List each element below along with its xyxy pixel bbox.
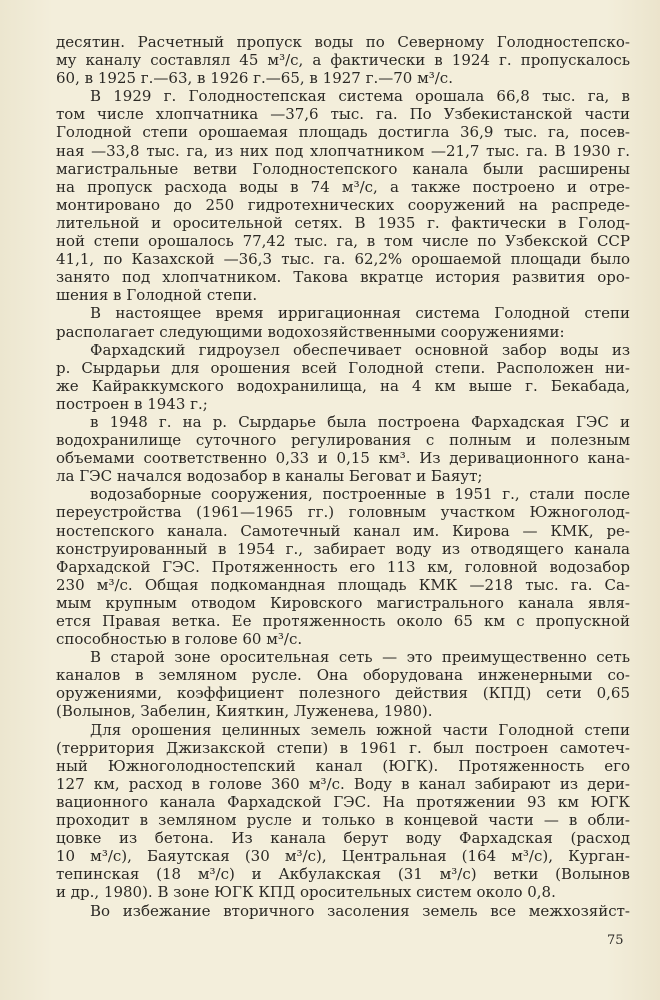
text-line: располагает следующими водохозяйственными сооружениями: (56, 322, 565, 341)
text-line: Во избежание вторичного засоления земель все межхозяйст- (90, 901, 630, 920)
text-line: В настоящее время ирригационная система Голодной степи (90, 304, 630, 323)
text-line: занято под хлопчатником. Такова вкратце история развития оро- (56, 268, 630, 287)
text-line: монтировано до 250 гидротехнических сооружений на распреде- (56, 195, 630, 214)
text-line: ный Южноголодностепский канал (ЮГК). Протяженность его (56, 756, 630, 775)
text-line: том числе хлопчатника —37,6 тыс. га. По Узбекистанской части (56, 105, 630, 124)
text-line: на пропуск расхода воды в 74 м³/с, а также построено и отре- (56, 177, 630, 196)
text-line: шения в Голодной степи. (56, 286, 258, 305)
text-line: ностепского канала. Самотечный канал им. Кирова — КМК, ре- (56, 521, 630, 540)
text-line: мым крупным отводом Кировского магистрального канала явля- (56, 593, 630, 612)
text-line: же Кайраккумского водохранилища, на 4 км выше г. Бекабада, (56, 376, 630, 395)
text-line: тепинская (18 м³/с) и Акбулакская (31 м³/с) ветки (Волынов (56, 865, 630, 884)
text-line: построен в 1943 г.; (56, 394, 208, 413)
paragraph-8 (56, 721, 630, 902)
text-line: Голодной степи орошаемая площадь достигла 36,9 тыс. га, посев- (56, 123, 630, 142)
text-line: водохранилище суточного регулирования с полным и полезным (56, 431, 630, 450)
text-line: Фархадский гидроузел обеспечивает основной забор воды из (90, 340, 630, 359)
text-line: проходит в земляном русле и только в концевой части — в обли- (56, 811, 630, 830)
text-line: Фархадской ГЭС. Протяженность его 113 км, головной водозабор (56, 557, 630, 576)
text-line: ла ГЭС начался водозабор в каналы Беговат и Баяут; (56, 467, 483, 486)
text-line: способностью в голове 60 м³/с. (56, 630, 303, 649)
text-line: оружениями, коэффициент полезного действия (КПД) сети 0,65 (56, 684, 630, 703)
paragraph-7 (56, 648, 630, 720)
text-line: переустройства (1961—1965 гг.) головным участком Южноголод- (56, 503, 630, 522)
paragraph-5 (56, 413, 630, 485)
text-line: и др., 1980). В зоне ЮГК КПД оросительных систем около 0,8. (56, 883, 556, 902)
text-line: р. Сырдарьи для орошения всей Голодной степи. Расположен ни- (56, 358, 630, 377)
text-line: лительной и оросительной сетях. В 1935 г. фактически в Голод- (56, 213, 630, 232)
text-line: (территория Джизакской степи) в 1961 г. был построен самотеч- (56, 738, 630, 757)
text-line: му каналу составлял 45 м³/с, а фактически в 1924 г. пропускалось (56, 51, 630, 70)
main-text (56, 33, 630, 920)
paragraph-3 (56, 304, 630, 340)
text-line: конструированный в 1954 г., забирает воду из отводящего канала (56, 539, 630, 558)
text-line: ной степи орошалось 77,42 тыс. га, в том числе по Узбекской ССР (56, 232, 630, 251)
paragraph-9 (56, 902, 630, 920)
text-line: 127 км, расход в голове 360 м³/с. Воду в канал забирают из дери- (56, 774, 630, 793)
text-line: (Волынов, Забелин, Кияткин, Луженева, 1980). (56, 702, 433, 721)
text-line: десятин. Расчетный пропуск воды по Северному Голодностепско- (56, 33, 630, 51)
text-line: в 1948 г. на р. Сырдарье была построена Фархадская ГЭС и (90, 412, 630, 431)
text-line: цовке из бетона. Из канала берут воду Фархадская (расход (56, 829, 630, 848)
text-line: 230 м³/с. Общая подкомандная площадь КМК —218 тыс. га. Са- (56, 575, 630, 594)
paragraph-1 (56, 33, 630, 87)
text-line: ная —33,8 тыс. га, из них под хлопчатником —21,7 тыс. га. В 1930 г. (56, 141, 630, 160)
text-line: ется Правая ветка. Ее протяженность около 65 км с пропускной (56, 612, 630, 630)
text-line: каналов в земляном русле. Она оборудована инженерными со- (56, 666, 630, 685)
text-line: 10 м³/с), Баяутская (30 м³/с), Центральная (164 м³/с), Курган- (56, 847, 630, 866)
paragraph-6 (56, 485, 630, 648)
page-number: 75 (607, 933, 624, 948)
text-line: вационного канала Фархадской ГЭС. На протяжении 93 км ЮГК (56, 792, 630, 811)
text-line: объемами соответственно 0,33 и 0,15 км³. Из деривационного кана- (56, 449, 630, 468)
text-line: магистральные ветви Голодностепского канала были расширены (56, 159, 630, 178)
text-line: 41,1, по Казахской —36,3 тыс. га. 62,2% орошаемой площади было (56, 250, 630, 269)
text-line: водозаборные сооружения, построенные в 1951 г., стали после (90, 485, 630, 504)
text-line: 60, в 1925 г.—63, в 1926 г.—65, в 1927 г.—70 м³/с. (56, 69, 453, 88)
text-line: Для орошения целинных земель южной части Голодной степи (90, 720, 630, 739)
paragraph-4 (56, 341, 630, 413)
text-line: В старой зоне оросительная сеть — это преимущественно сеть (90, 648, 630, 667)
text-line: В 1929 г. Голодностепская система орошала 66,8 тыс. га, в (90, 87, 630, 106)
paragraph-2 (56, 87, 630, 304)
